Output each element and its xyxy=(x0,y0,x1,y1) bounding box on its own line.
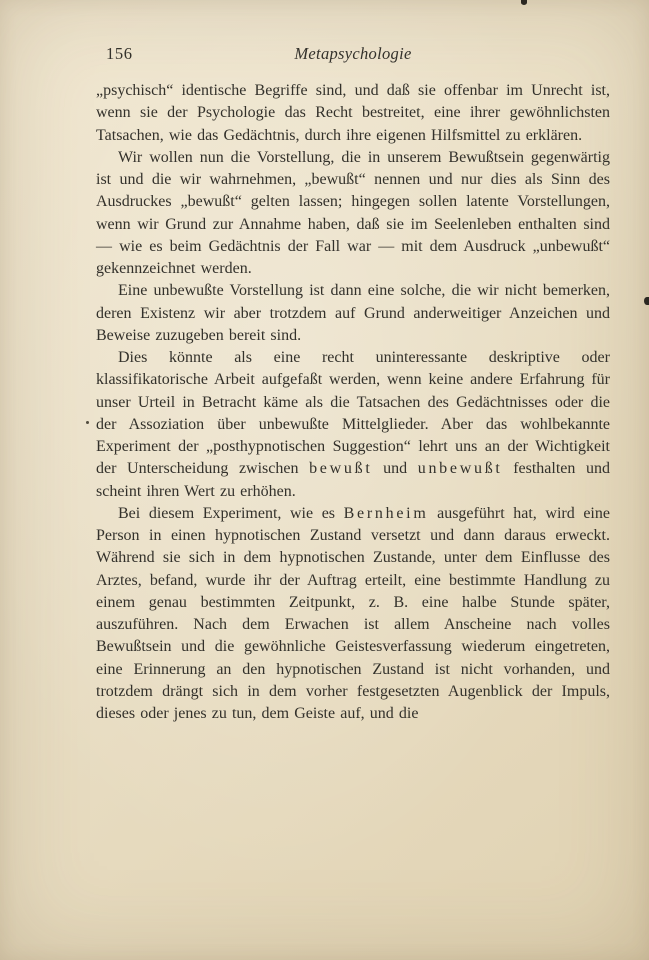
text-run: und xyxy=(372,460,418,478)
body-text xyxy=(96,80,610,725)
paragraph xyxy=(96,80,610,147)
running-title: Metapsychologie xyxy=(294,44,412,63)
text-run: festhalten und scheint ihren Wert zu erhöhen. xyxy=(96,460,610,500)
text-run: Wir wollen nun die Vorstellung, die in unserem Bewußtsein gegenwärtig ist und die wir wahrnehmen, „bewußt“ nennen und nur dies als Sinn des Ausdruckes „bewußt“ gelten lassen; hingegen sollen latente Vorstellungen, wenn wir Grund zur Annahme haben, daß sie im Seelenleben enthalten sind — wie es beim Gedächtnis der Fall war — mit dem Ausdruck „unbewußt“ gekennzeichnet werden. xyxy=(96,148,610,277)
page-number: 156 xyxy=(106,44,133,63)
scan-speck-top xyxy=(521,0,527,5)
print-artifact-dot xyxy=(86,421,89,424)
text-run: Bei diesem Experiment, wie es xyxy=(118,504,344,522)
text-run: ausgeführt hat, wird eine Person in einen hypnotischen Zustand versetzt und dann daraus erweckt. Während sie sich in dem hypnotischen Zustande, unter dem Einflusse des Arztes, befand, wurde ihr der Auftrag erteilt, eine bestimmte Handlung zu einem genau bestimmten Zeitpunkt, z. B. eine halbe Stunde später, auszuführen. Nach dem Erwachen ist allem Anscheine nach volles Bewußtsein und die gewöhnliche Geistesverfassung wiederum eingetreten, eine Erinnerung an den hypnotischen Zustand ist nicht vorhanden, und trotzdem drängt sich in dem vorher festgesetzten Augenblick der Impuls, dieses oder jenes zu tun, dem Geiste auf, und die xyxy=(96,504,610,722)
emphasized-text: bewußt xyxy=(309,460,373,478)
emphasized-text: unbewußt xyxy=(417,460,503,478)
text-run: Eine unbewußte Vorstellung ist dann eine solche, die wir nicht bemerken, deren Existenz wir aber trotzdem auf Grund anderweitiger Anzeichen und Beweise zuzugeben bereit sind. xyxy=(96,282,610,344)
paragraph xyxy=(96,347,610,503)
emphasized-text: Bernheim xyxy=(343,504,429,522)
paragraph xyxy=(96,503,610,726)
text-run: Dies könnte als eine recht uninteressante deskriptive oder klassifikatorische Arbeit aufgefaßt werden, wenn keine andere Erfahrung für unser Urteil in Betracht käme als die Tatsachen des Gedächtnisses oder die der Assoziation über unbewußte Mittelglieder. Aber das wohlbekannte Experiment der „posthypnotischen Suggestion“ lehrt uns an der Wichtigkeit der Unterscheidung zwischen xyxy=(96,349,610,478)
paragraph xyxy=(96,280,610,347)
paragraph xyxy=(96,147,610,281)
text-run: „psychisch“ identische Begriffe sind, und daß sie offenbar im Unrecht ist, wenn sie der Psychologie das Recht bestreitet, eine ihrer gewöhnlichsten Tatsachen, wie das Gedächtnis, durch ihre eigenen Hilfsmittel zu erklären. xyxy=(96,82,610,144)
page-header xyxy=(96,44,610,68)
scan-speck-right-edge xyxy=(644,297,649,305)
